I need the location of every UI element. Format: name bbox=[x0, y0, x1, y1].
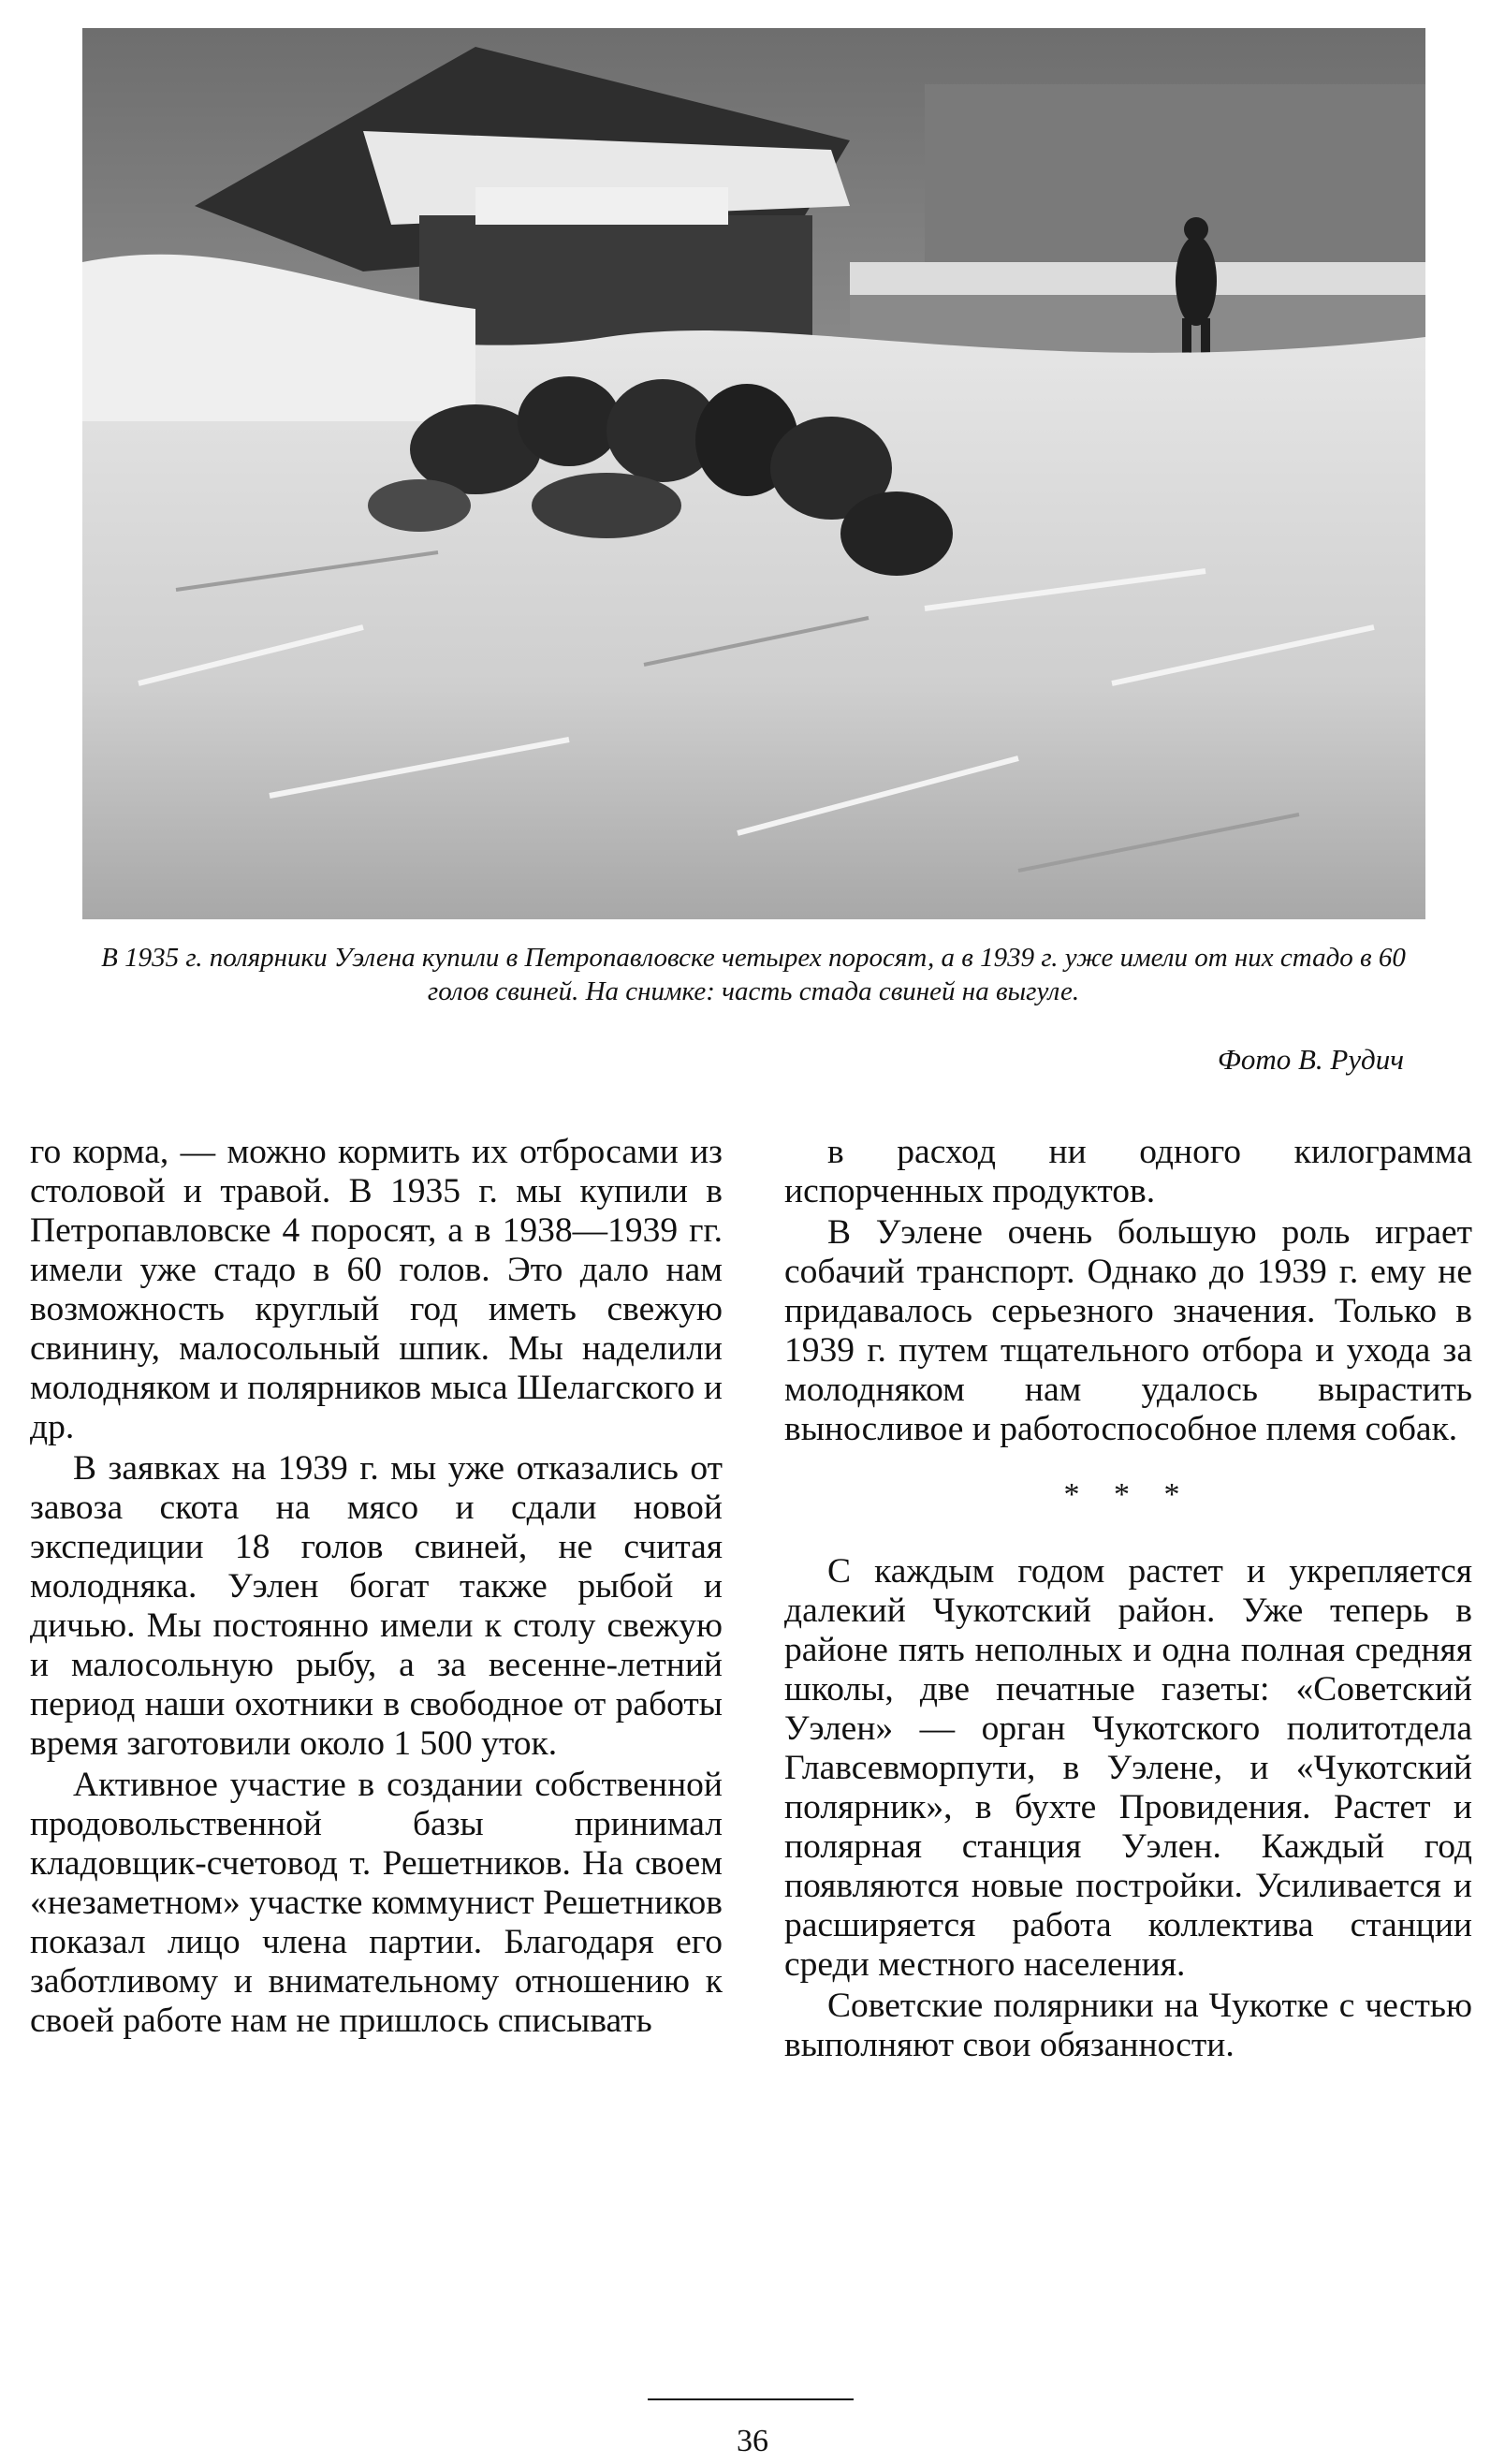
paragraph: Советские полярники на Чукотке с честью выполняют свои обязанности. bbox=[784, 1987, 1472, 2064]
page-number: 36 bbox=[737, 2424, 768, 2458]
paragraph: В Уэлене очень большую роль играет собачий транспорт. Однако до 1939 г. ему не придавалось серьезного значения. Только в 1939 г. путем тщательного отбора и ухода за молодняком нам удалось вырастить выносливое и работоспособное племя собак. bbox=[784, 1213, 1472, 1448]
footer-rule bbox=[648, 2398, 854, 2400]
section-separator: * * * bbox=[1063, 1477, 1193, 1512]
photo-winter-pigs bbox=[82, 28, 1425, 919]
paragraph: го корма, — можно кормить их отбросами из столовой и травой. В 1935 г. мы купили в Петропавловске 4 поросят, а в 1938—1939 гг. имели уже стадо в 60 голов. Это дало нам возможность круглый год иметь свежую свинину, малосольный шпик. Мы наделили молодняком и полярников мыса Шелагского и др. bbox=[30, 1133, 723, 1446]
winter-village-pigs-photo bbox=[82, 28, 1425, 919]
paragraph: в расход ни одного килограмма испорченных продуктов. bbox=[784, 1133, 1472, 1210]
left-column bbox=[30, 1133, 723, 2041]
right-column bbox=[784, 1133, 1472, 2065]
paragraph: В заявках на 1939 г. мы уже отказались от завоза скота на мясо и сдали новой экспедиции 18 голов свиней, не считая молодняка. Уэлен богат также рыбой и дичью. Мы постоянно имели к столу свежую и малосольную рыбу, а за весенне-летний период наши охотники в свободное от работы время заготовили около 1 500 уток. bbox=[30, 1449, 723, 1763]
photo-caption: В 1935 г. полярники Уэлена купили в Петропавловске четырех поросят, а в 1939 г. уже имели от них стадо в 60 голов свиней. На снимке: часть стада свиней на выгуле. bbox=[101, 943, 1406, 1006]
photo-credit: Фото В. Рудич bbox=[1217, 1043, 1404, 1076]
paragraph: Активное участие в создании собственной продовольственной базы принимал кладовщик-счетовод т. Решетников. На своем «незаметном» участке коммунист Решетников показал лицо члена партии. Благодаря его заботливому и внимательному отношению к своей работе нам не пришлось списывать bbox=[30, 1766, 723, 2040]
paragraph: С каждым годом растет и укрепляется далекий Чукотский район. Уже теперь в районе пять неполных и одна полная средняя школы, две печатные газеты: «Советский Уэлен» — орган Чукотского политотдела Главсевморпути, в Уэлене, и «Чукотский полярник», в бухте Провидения. Растет и полярная станция Уэлен. Каждый год появляются новые постройки. Усиливается и расширяется работа коллектива станции среди местного населения. bbox=[784, 1552, 1472, 1984]
